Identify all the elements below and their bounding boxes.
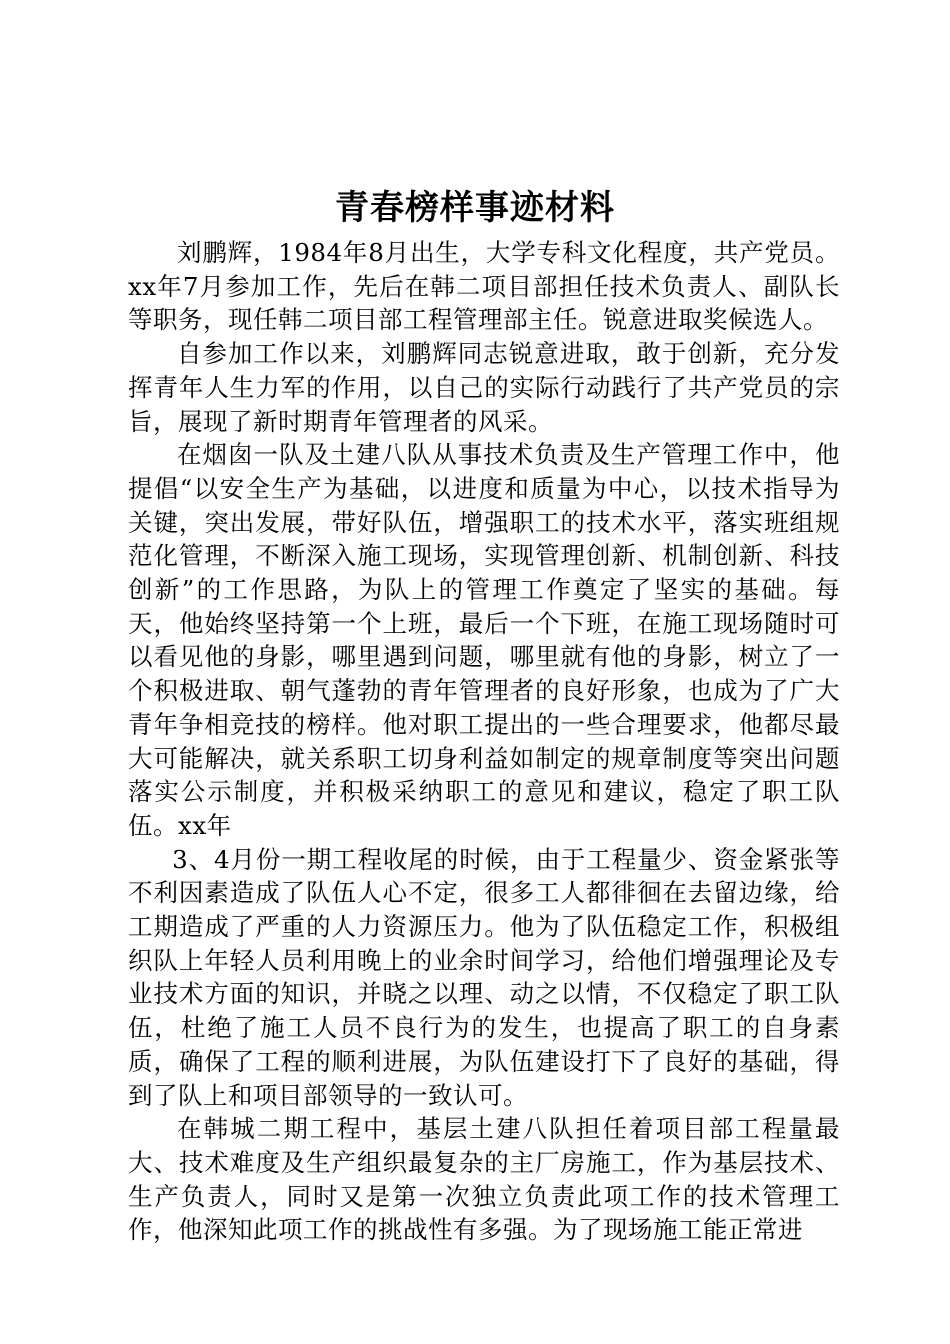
paragraph-management-work: 在烟囱一队及土建八队从事技术负责及生产管理工作中，他提倡“以安全生产为基础，以进度和质量为中心，以技术指导为关键，突出发展，带好队伍，增强职工的技术水平，落实班组规范化管理，不断深入施工现场，实现管理创新、机制创新、科技创新”的工作思路，为队上的管理工作奠定了坚实的基础。每天，他始终坚持第一个上班，最后一个下班，在施工现场随时可以看见他的身影，哪里遇到问题，哪里就有他的身影，树立了一个积极进取、朝气蓬勃的青年管理者的良好形象，也成为了广大青年争相竞技的榜样。他对职工提出的一些合理要求，他都尽最大可能解决，就关系职工切身利益如制定的规章制度等突出问题落实公示制度，并积极采纳职工的意见和建议，稳定了职工队伍。xx年 [128,440,840,840]
paragraph-team-stability: 3、4月份一期工程收尾的时候，由于工程量少、资金紧张等不利因素造成了队伍人心不定，很多工人都徘徊在去留边缘，给工期造成了严重的人力资源压力。他为了队伍稳定工作，积极组织队上年轻人员利用晚上的业余时间学习，给他们增强理论及专业技术方面的知识，并晓之以理、动之以情，不仅稳定了职工队伍，杜绝了施工人员不良行为的发生，也提高了职工的自身素质，确保了工程的顺利进展，为队伍建设打下了良好的基础，得到了队上和项目部领导的一致认可。 [128,844,840,1110]
paragraph-intro: 刘鹏辉，1984年8月出生，大学专科文化程度，共产党员。xx年7月参加工作，先后在韩二项目部担任技术负责人、副队长等职务，现任韩二项目部工程管理部主任。锐意进取奖候选人。 [128,238,840,335]
document-body [128,236,840,1247]
document-title: 青春榜样事迹材料 [335,188,615,228]
paragraph-summary: 自参加工作以来，刘鹏辉同志锐意进取，敢于创新，充分发挥青年人生力军的作用，以自己的实际行动践行了共产党员的宗旨，展现了新时期青年管理者的风采。 [128,339,840,436]
paragraph-hancheng-project: 在韩城二期工程中，基层土建八队担任着项目部工程量最大、技术难度及生产组织最复杂的主厂房施工，作为基层技术、生产负责人，同时又是第一次独立负责此项工作的技术管理工作，他深知此项工作的挑战性有多强。为了现场施工能正常进 [128,1114,840,1245]
